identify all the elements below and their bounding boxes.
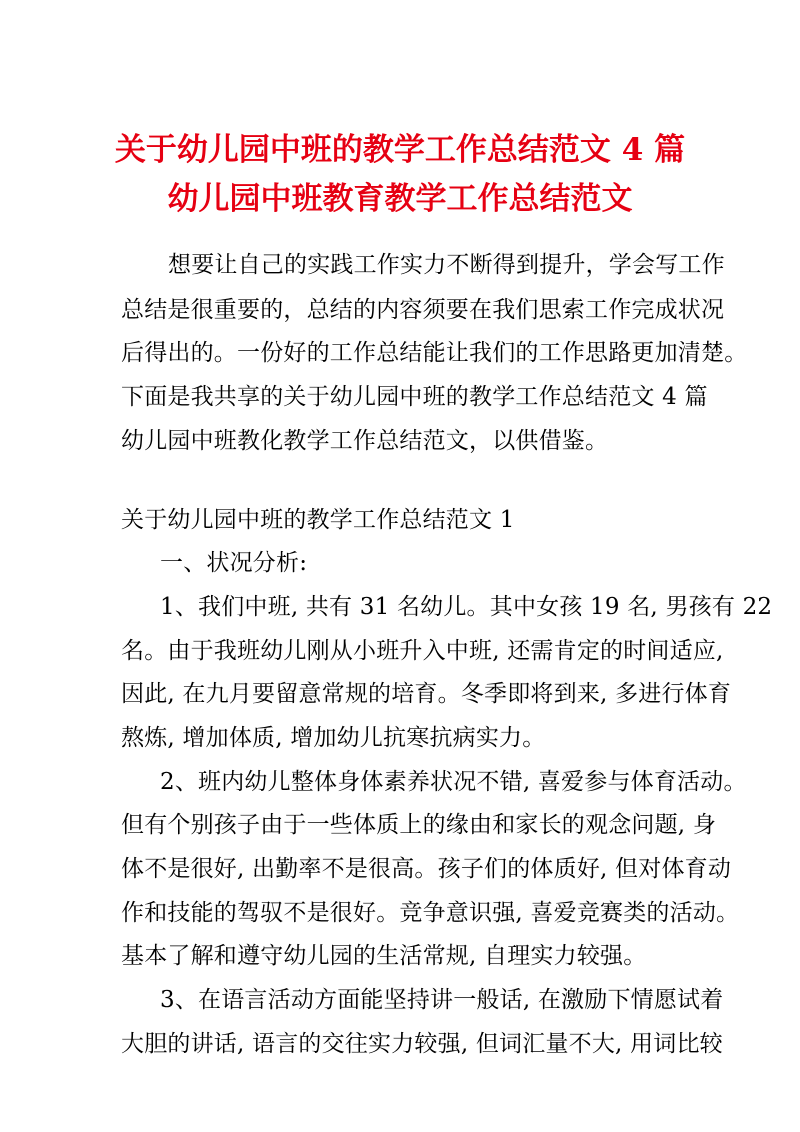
intro-line-1: 想要让自己的实践工作实力不断得到提升，学会写工作: [168, 252, 725, 278]
document-title-line-1: 关于幼儿园中班的教学工作总结范文 4 篇: [114, 132, 686, 168]
paragraph-2-line-4: 作和技能的驾驭不是很好。竞争意识强, 喜爱竞赛类的活动。: [121, 900, 740, 926]
paragraph-2-line-2: 但有个别孩子由于一些体质上的缘由和家长的观念问题, 身: [121, 812, 717, 838]
paragraph-3-line-2: 大胆的讲话, 语言的交往实力较强, 但词汇量不大, 用词比较: [121, 1031, 723, 1057]
paragraph-1-line-2: 名。由于我班幼儿刚从小班升入中班, 还需肯定的时间适应,: [121, 638, 724, 664]
paragraph-2-line-5: 基本了解和遵守幼儿园的生活常规, 自理实力较强。: [121, 943, 647, 969]
document-title-line-2: 幼儿园中班教育教学工作总结范文: [167, 181, 633, 217]
paragraph-1-line-4: 熬炼, 增加体质, 增加幼儿抗寒抗病实力。: [121, 725, 546, 751]
section-title: 关于幼儿园中班的教学工作总结范文 1: [121, 507, 515, 533]
intro-line-3: 后得出的。一份好的工作总结能让我们的工作思路更加清楚。: [121, 340, 748, 366]
subheading: 一、状况分析:: [160, 550, 308, 576]
intro-line-4: 下面是我共享的关于幼儿园中班的教学工作总结范文 4 篇: [121, 384, 708, 410]
intro-line-2: 总结是很重要的，总结的内容须要在我们思索工作完成状况: [121, 297, 725, 323]
paragraph-2-line-3: 体不是很好, 出勤率不是很高。孩子们的体质好, 但对体育动: [121, 856, 732, 882]
intro-line-5: 幼儿园中班教化教学工作总结范文，以供借鉴。: [121, 428, 609, 454]
paragraph-2-line-1: 2、班内幼儿整体身体素养状况不错, 喜爱参与体育活动。: [160, 769, 747, 795]
paragraph-3-line-1: 3、在语言活动方面能坚持讲一般话, 在激励下情愿试着: [160, 987, 724, 1013]
paragraph-1-line-3: 因此, 在九月要留意常规的培育。冬季即将到来, 多进行体育: [121, 681, 732, 707]
paragraph-1-line-1: 1、我们中班, 共有 31 名幼儿。其中女孩 19 名, 男孩有 22: [160, 594, 773, 620]
